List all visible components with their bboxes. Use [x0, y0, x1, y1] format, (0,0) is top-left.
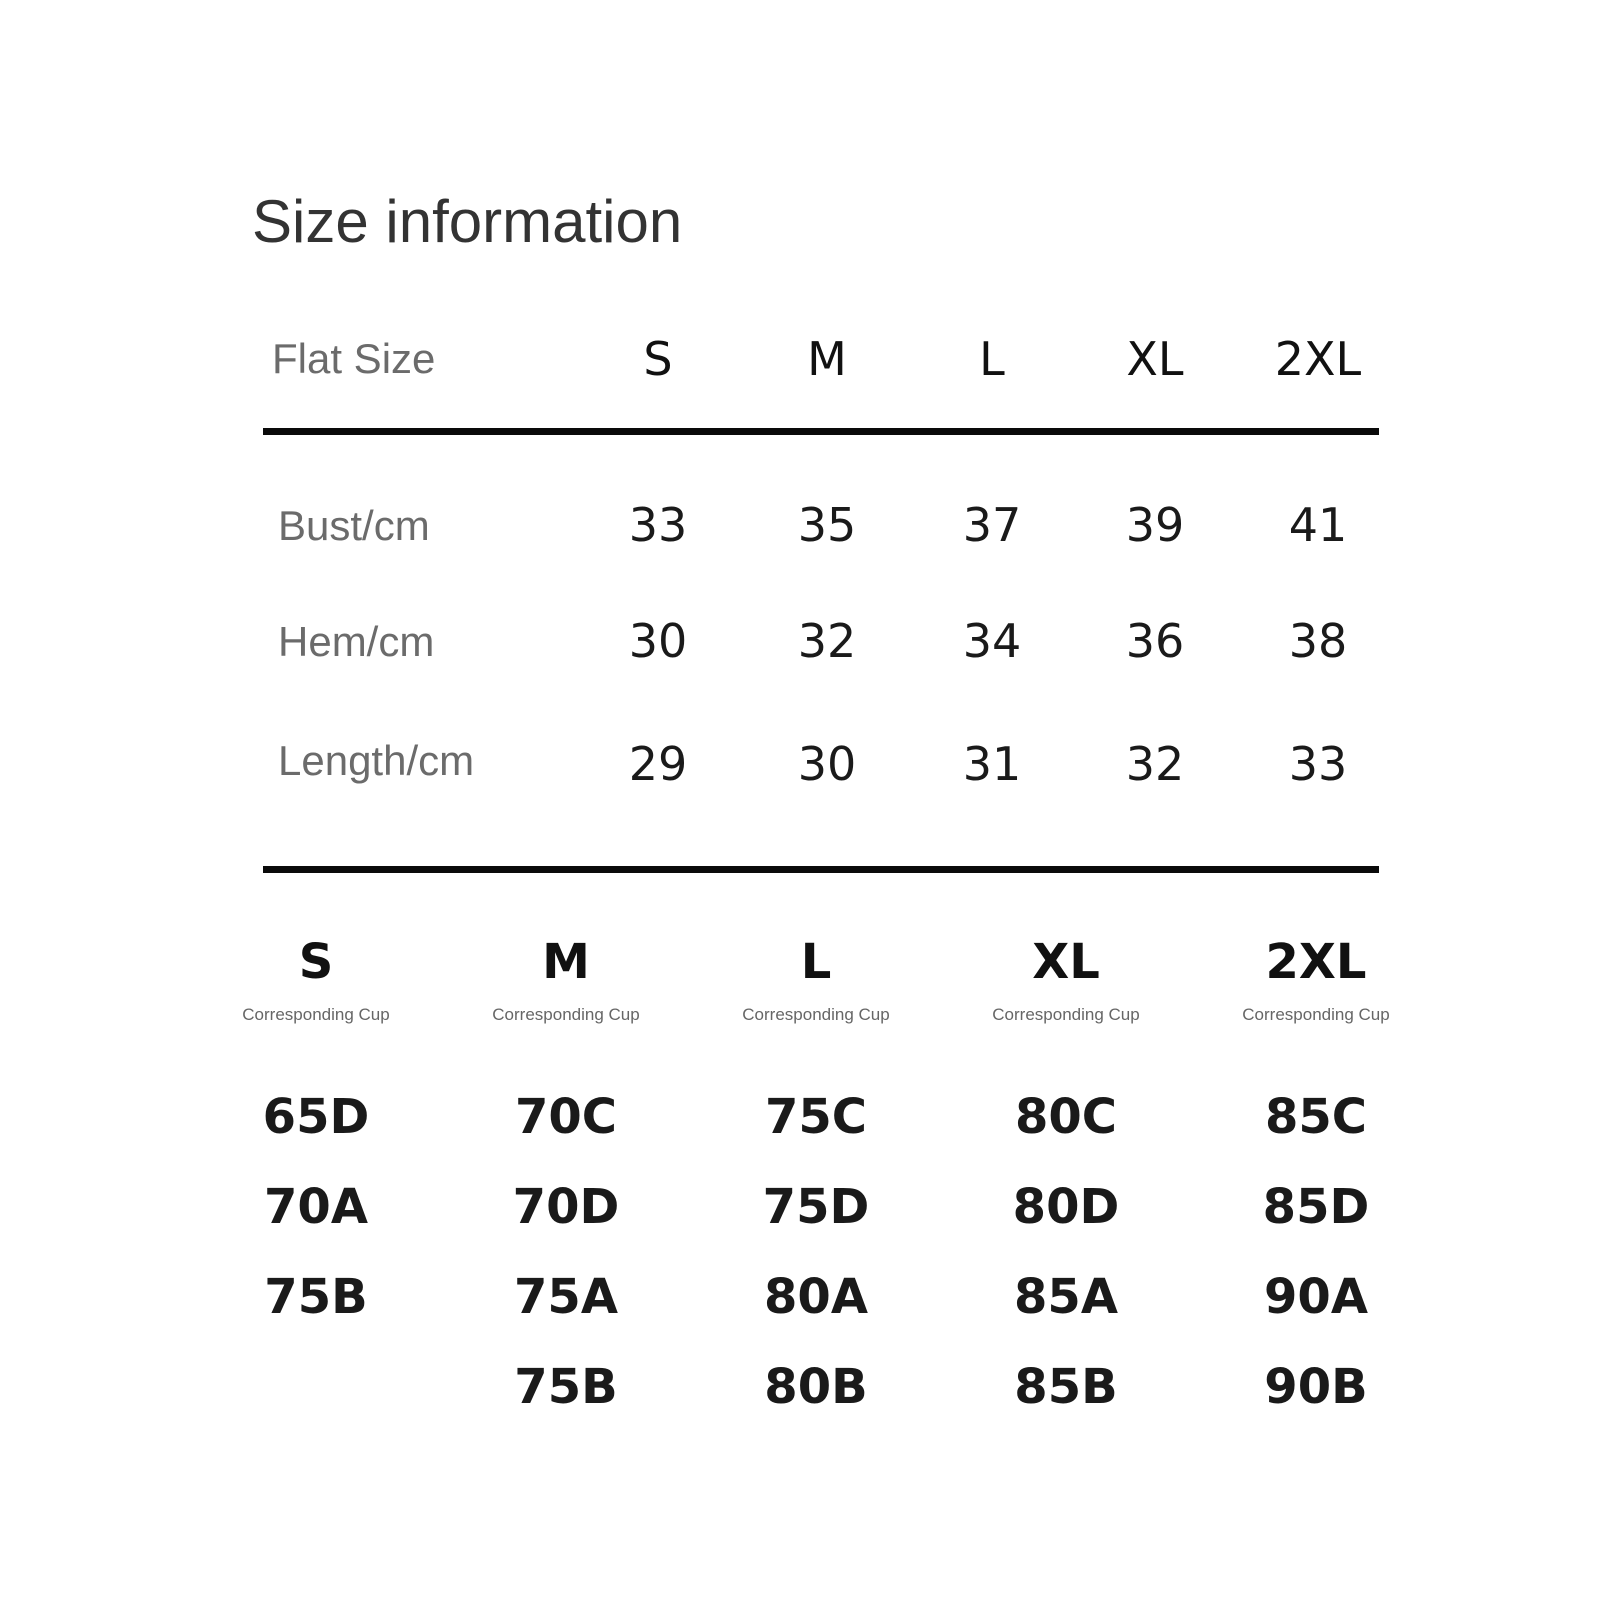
cup-list	[956, 1089, 1176, 1449]
bust-l: 37	[962, 498, 1022, 552]
length-m: 30	[797, 737, 857, 791]
cup-list	[206, 1089, 426, 1359]
cup-item: 75B	[514, 1359, 618, 1415]
cup-item: 90B	[1264, 1359, 1368, 1415]
cup-item: 75A	[514, 1269, 618, 1325]
cup-item: 80B	[764, 1359, 868, 1415]
cup-item: 70D	[512, 1179, 620, 1235]
cup-caption: Corresponding Cup	[992, 1005, 1140, 1024]
row-label-bust: Bust/cm	[278, 502, 430, 549]
hem-2xl: 38	[1288, 614, 1348, 668]
cup-caption: Corresponding Cup	[742, 1005, 890, 1024]
size-header-s: S	[643, 332, 673, 386]
hem-xl: 36	[1125, 614, 1185, 668]
cup-item: 75D	[762, 1179, 870, 1235]
cup-column-l	[706, 934, 926, 1449]
cup-size-label: M	[542, 934, 590, 990]
bust-m: 35	[797, 498, 857, 552]
cup-item: 85B	[1014, 1359, 1118, 1415]
header-divider	[263, 428, 1379, 435]
hem-l: 34	[962, 614, 1022, 668]
cup-item: 75C	[764, 1089, 868, 1145]
cup-size-label: L	[800, 934, 832, 990]
bust-2xl: 41	[1288, 498, 1348, 552]
table-bottom-divider	[263, 866, 1379, 873]
cup-caption: Corresponding Cup	[1242, 1005, 1390, 1024]
row-label-length: Length/cm	[278, 737, 475, 784]
size-header-m: M	[807, 332, 847, 386]
cup-size-label: S	[298, 934, 334, 990]
hem-s: 30	[628, 614, 688, 668]
cup-item: 80C	[1014, 1089, 1118, 1145]
size-header-xl: XL	[1126, 332, 1184, 386]
cup-list	[456, 1089, 676, 1449]
cup-list	[1206, 1089, 1426, 1449]
cup-size-label: XL	[1032, 934, 1100, 990]
cup-item: 85C	[1264, 1089, 1368, 1145]
length-xl: 32	[1125, 737, 1185, 791]
size-header-2xl: 2XL	[1274, 332, 1362, 386]
row-label-hem: Hem/cm	[278, 618, 435, 665]
hem-m: 32	[797, 614, 857, 668]
length-s: 29	[628, 737, 688, 791]
cup-item: 90A	[1264, 1269, 1368, 1325]
cup-column-m	[456, 934, 676, 1449]
cup-list	[706, 1089, 926, 1449]
cup-item: 70C	[514, 1089, 618, 1145]
length-2xl: 33	[1288, 737, 1348, 791]
cup-item: 75B	[264, 1269, 368, 1325]
cup-column-2xl	[1206, 934, 1426, 1449]
corner-label: Flat Size	[272, 335, 436, 382]
size-header-l: L	[979, 332, 1005, 386]
bust-xl: 39	[1125, 498, 1185, 552]
page-title: Size information	[252, 188, 683, 255]
cup-caption: Corresponding Cup	[492, 1005, 640, 1024]
length-l: 31	[962, 737, 1022, 791]
cup-item: 85A	[1014, 1269, 1118, 1325]
cup-caption: Corresponding Cup	[242, 1005, 390, 1024]
cup-item: 80A	[764, 1269, 868, 1325]
cup-item: 85D	[1262, 1179, 1370, 1235]
bust-s: 33	[628, 498, 688, 552]
cup-item: 65D	[262, 1089, 370, 1145]
cup-item: 70A	[264, 1179, 368, 1235]
cup-item: 80D	[1012, 1179, 1120, 1235]
cup-size-label: 2XL	[1265, 934, 1367, 990]
cup-column-s	[206, 934, 426, 1359]
cup-column-xl	[956, 934, 1176, 1449]
